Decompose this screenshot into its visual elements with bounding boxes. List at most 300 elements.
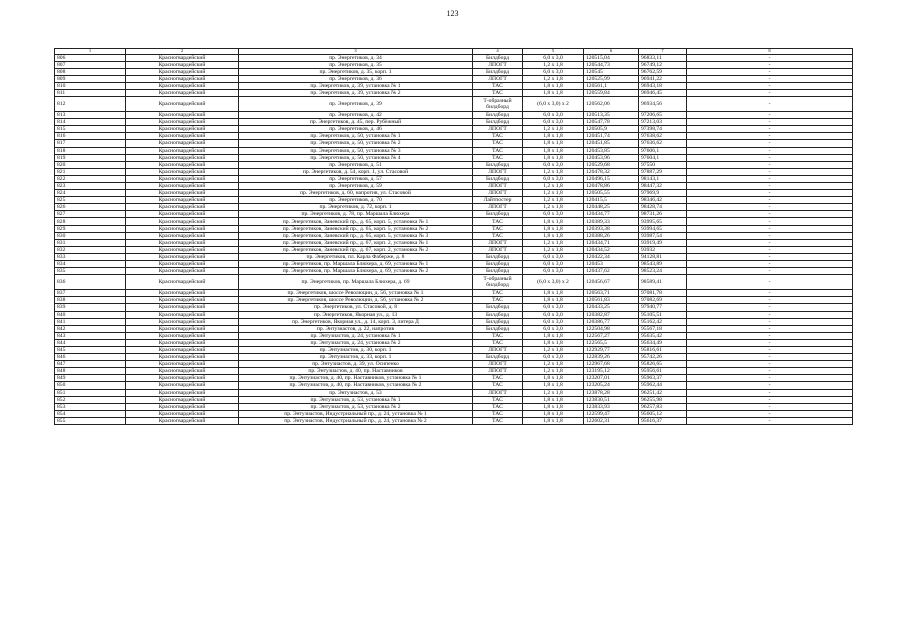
note-cell: - — [687, 154, 853, 161]
size-cell: 6,0 x 3,0 — [523, 268, 584, 275]
coord-x-cell: 120547,78 — [584, 119, 639, 126]
coord-x-cell: 120389,33 — [584, 218, 639, 225]
district-cell: Красногвардейский — [126, 375, 239, 382]
size-cell: 1,2 x 1,8 — [523, 75, 584, 82]
note-cell: - — [687, 275, 853, 290]
coord-y-cell: 97969,9 — [639, 190, 687, 197]
row-number-cell: 821 — [55, 168, 126, 175]
note-cell: - — [687, 239, 853, 246]
size-cell: 6,0 x 3,0 — [523, 253, 584, 260]
address-cell: пр. Энергетиков, д. 50, установка № 1 — [239, 133, 473, 140]
note-cell: - — [687, 297, 853, 304]
address-cell: пр. Энергетиков, д. 50, установка № 2 — [239, 140, 473, 147]
table-row — [55, 140, 853, 147]
size-cell: 1,8 x 1,8 — [523, 410, 584, 417]
structure-type-cell: ТАС — [473, 332, 523, 339]
header-cell: 1 — [55, 49, 126, 55]
row-number-cell: 816 — [55, 133, 126, 140]
district-cell: Красногвардейский — [126, 161, 239, 168]
coord-x-cell: 122839,26 — [584, 354, 639, 361]
district-cell: Красногвардейский — [126, 133, 239, 140]
district-cell: Красногвардейский — [126, 389, 239, 396]
coord-x-cell: 120434,71 — [584, 239, 639, 246]
row-number-cell: 810 — [55, 82, 126, 89]
note-cell: - — [687, 290, 853, 297]
structure-type-cell: Т-образный билдборд — [473, 275, 523, 290]
structure-type-cell: ЛПОГТ — [473, 389, 523, 396]
size-cell: 1,8 x 1,8 — [523, 290, 584, 297]
district-cell: Красногвардейский — [126, 246, 239, 253]
structure-type-cell: Билдборд — [473, 211, 523, 218]
coord-y-cell: 96251,42 — [639, 389, 687, 396]
structure-type-cell: ТАС — [473, 140, 523, 147]
coord-y-cell: 98143,1 — [639, 175, 687, 182]
size-cell: 6,0 x 3,0 — [523, 119, 584, 126]
row-number-cell: 828 — [55, 218, 126, 225]
structure-type-cell: ТАС — [473, 396, 523, 403]
coord-x-cell: 120433,25 — [584, 304, 639, 311]
row-number-cell: 832 — [55, 246, 126, 253]
size-cell: 1,2 x 1,8 — [523, 389, 584, 396]
coord-y-cell: 97638,62 — [639, 133, 687, 140]
structure-type-cell: ЛПОГТ — [473, 75, 523, 82]
row-number-cell: 835 — [55, 268, 126, 275]
note-cell: - — [687, 175, 853, 182]
table-row — [55, 290, 853, 297]
district-cell: Красногвардейский — [126, 368, 239, 375]
row-number-cell: 851 — [55, 389, 126, 396]
note-cell: - — [687, 361, 853, 368]
header-cell: 6 — [584, 49, 639, 55]
size-cell: 1,8 x 1,8 — [523, 339, 584, 346]
coord-x-cell: 123205,24 — [584, 382, 639, 389]
structure-type-cell: ТАС — [473, 382, 523, 389]
row-number-cell: 852 — [55, 396, 126, 403]
district-cell: Красногвардейский — [126, 311, 239, 318]
address-cell: пр. Энергетиков, пр. Маршала Блюхера, д. 69, установка № 1 — [239, 261, 473, 268]
coord-y-cell: 93995,65 — [639, 218, 687, 225]
size-cell: 1,2 x 1,8 — [523, 346, 584, 353]
coord-x-cell: 120456,67 — [584, 275, 639, 290]
coord-y-cell: 97082,69 — [639, 297, 687, 304]
table-row — [55, 168, 853, 175]
structure-type-cell: ТАС — [473, 417, 523, 424]
district-cell: Красногвардейский — [126, 204, 239, 211]
structure-type-cell: Билдборд — [473, 119, 523, 126]
table-row — [55, 318, 853, 325]
coord-y-cell: 96943,18 — [639, 82, 687, 89]
row-number-cell: 849 — [55, 375, 126, 382]
note-cell: - — [687, 197, 853, 204]
address-cell: пр. Энтузиастов, д. 53, установка № 2 — [239, 403, 473, 410]
size-cell: 6,0 x 3,0 — [523, 261, 584, 268]
structure-type-cell: Билдборд — [473, 318, 523, 325]
note-cell: - — [687, 89, 853, 96]
structure-type-cell: ТАС — [473, 232, 523, 239]
table-row — [55, 375, 853, 382]
size-cell: 6,0 x 3,0 — [523, 161, 584, 168]
coord-y-cell: 93994,65 — [639, 225, 687, 232]
note-cell: - — [687, 204, 853, 211]
address-cell: пр. Энтузиастов, д. 40, пр. Наставников — [239, 368, 473, 375]
table-row — [55, 368, 853, 375]
size-cell: 1,8 x 1,8 — [523, 382, 584, 389]
address-cell: пр. Энергетиков, Якорная ул., д. 13 — [239, 311, 473, 318]
header-cell: 4 — [473, 49, 523, 55]
structure-type-cell: Билдборд — [473, 112, 523, 119]
table-row — [55, 396, 853, 403]
coord-y-cell: 96934,56 — [639, 97, 687, 112]
size-cell: 1,2 x 1,8 — [523, 361, 584, 368]
table-row — [55, 197, 853, 204]
table-row — [55, 225, 853, 232]
coord-y-cell: 97940,77 — [639, 304, 687, 311]
structure-type-cell: ТАС — [473, 82, 523, 89]
address-cell: пр. Энергетиков, пр. Маршала Блюхера, д. 69 — [239, 275, 473, 290]
size-cell: 1,8 x 1,8 — [523, 375, 584, 382]
note-cell: - — [687, 211, 853, 218]
note-cell: - — [687, 417, 853, 424]
row-number-cell: 823 — [55, 183, 126, 190]
coord-x-cell: 122929,77 — [584, 346, 639, 353]
address-cell: пр. Энтузиастов, Индустриальный пр., д. 24, установка № 1 — [239, 410, 473, 417]
district-cell: Красногвардейский — [126, 361, 239, 368]
note-cell: - — [687, 183, 853, 190]
district-cell: Красногвардейский — [126, 304, 239, 311]
coord-y-cell: 95962,44 — [639, 382, 687, 389]
size-cell: 1,8 x 1,8 — [523, 147, 584, 154]
row-number-cell: 837 — [55, 290, 126, 297]
coord-x-cell: 122602,31 — [584, 417, 639, 424]
structure-type-cell: Билдборд — [473, 161, 523, 168]
row-number-cell: 848 — [55, 368, 126, 375]
coord-x-cell: 120451,85 — [584, 140, 639, 147]
row-number-cell: 820 — [55, 161, 126, 168]
row-number-cell: 844 — [55, 339, 126, 346]
note-cell: - — [687, 246, 853, 253]
note-cell: - — [687, 68, 853, 75]
coord-x-cell: 122967,68 — [584, 361, 639, 368]
coord-x-cell: 120422,34 — [584, 253, 639, 260]
coord-y-cell: 98523,24 — [639, 268, 687, 275]
header-cell: 3 — [239, 49, 473, 55]
address-cell: пр. Энтузиастов, д. 40, пр. Наставников, установка № 2 — [239, 382, 473, 389]
address-cell: пр. Энтузиастов, д. 39, ул. Осипенко — [239, 361, 473, 368]
table-row — [55, 311, 853, 318]
coord-y-cell: 96941,22 — [639, 75, 687, 82]
district-cell: Красногвардейский — [126, 97, 239, 112]
structure-type-cell: Билдборд — [473, 68, 523, 75]
table-row — [55, 133, 853, 140]
note-cell: - — [687, 318, 853, 325]
coord-x-cell: 120544,73 — [584, 61, 639, 68]
address-cell: пр. Энергетиков, Заневский пр., д. 67, корп. 2, установка № 1 — [239, 239, 473, 246]
district-cell: Красногвардейский — [126, 126, 239, 133]
note-cell: - — [687, 304, 853, 311]
table-row — [55, 297, 853, 304]
address-cell: пр. Энергетиков, д. 39, установка № 1 — [239, 82, 473, 89]
district-cell: Красногвардейский — [126, 297, 239, 304]
coord-x-cell: 120515,04 — [584, 54, 639, 61]
district-cell: Красногвардейский — [126, 168, 239, 175]
note-cell: - — [687, 218, 853, 225]
coord-x-cell: 123830,51 — [584, 396, 639, 403]
district-cell: Красногвардейский — [126, 232, 239, 239]
district-cell: Красногвардейский — [126, 275, 239, 290]
size-cell: 1,2 x 1,8 — [523, 168, 584, 175]
coord-x-cell: 120505,55 — [584, 190, 639, 197]
row-number-cell: 831 — [55, 239, 126, 246]
size-cell: 1,2 x 1,8 — [523, 61, 584, 68]
structure-type-cell: Лайтпостер — [473, 197, 523, 204]
note-cell: - — [687, 268, 853, 275]
structure-type-cell: ТАС — [473, 339, 523, 346]
structure-type-cell: ТАС — [473, 290, 523, 297]
coord-x-cell: 120561,1 — [584, 82, 639, 89]
coord-x-cell: 120453 — [584, 261, 639, 268]
structure-type-cell: ТАС — [473, 225, 523, 232]
coord-x-cell: 120496,15 — [584, 175, 639, 182]
structure-type-cell: Билдборд — [473, 311, 523, 318]
address-cell: пр. Энтузиастов, д. 40, пр. Наставников, установка № 1 — [239, 375, 473, 382]
address-cell: пр. Энтузиастов, д. 30, корп. 1 — [239, 346, 473, 353]
coord-y-cell: 96946,45 — [639, 89, 687, 96]
row-number-cell: 834 — [55, 261, 126, 268]
size-cell: 6,0 x 3,0 — [523, 54, 584, 61]
address-cell: пр. Энергетиков, д. 39, установка № 2 — [239, 89, 473, 96]
row-number-cell: 840 — [55, 311, 126, 318]
coord-x-cell: 120513,35 — [584, 112, 639, 119]
coord-x-cell: 120529,68 — [584, 161, 639, 168]
address-cell: пр. Энтузиастов, Индустриальный пр., д. 24, установка № 2 — [239, 417, 473, 424]
coord-x-cell: 120525,99 — [584, 75, 639, 82]
district-cell: Красногвардейский — [126, 382, 239, 389]
note-cell: - — [687, 375, 853, 382]
size-cell: 1,8 x 1,8 — [523, 232, 584, 239]
structure-type-cell: Т-образный билдборд — [473, 97, 523, 112]
row-number-cell: 813 — [55, 112, 126, 119]
note-cell: - — [687, 389, 853, 396]
table-row — [55, 417, 853, 424]
address-cell: пр. Энергетиков, д. 60, напротив, ул. Стасовой — [239, 190, 473, 197]
size-cell: 1,2 x 1,8 — [523, 368, 584, 375]
size-cell: 6,0 x 3,0 — [523, 311, 584, 318]
table-row — [55, 239, 853, 246]
coord-x-cell: 120563,71 — [584, 290, 639, 297]
coord-y-cell: 98731,26 — [639, 211, 687, 218]
table-row — [55, 382, 853, 389]
district-cell: Красногвардейский — [126, 225, 239, 232]
address-cell: пр. Энергетиков, пр. Маршала Блюхера, д. 69, установка № 2 — [239, 268, 473, 275]
row-number-cell: 817 — [55, 140, 126, 147]
coord-x-cell: 120448,25 — [584, 204, 639, 211]
structure-type-cell: Билдборд — [473, 354, 523, 361]
header-cell: 5 — [523, 49, 584, 55]
district-cell: Красногвардейский — [126, 290, 239, 297]
address-cell: пр. Энергетиков, шоссе Революции, д. 56, установка № 2 — [239, 297, 473, 304]
row-number-cell: 855 — [55, 417, 126, 424]
table-row — [55, 112, 853, 119]
table-row — [55, 304, 853, 311]
district-cell: Красногвардейский — [126, 410, 239, 417]
coord-y-cell: 93919,49 — [639, 239, 687, 246]
district-cell: Красногвардейский — [126, 183, 239, 190]
size-cell: 1,8 x 1,8 — [523, 82, 584, 89]
address-cell: пр. Энергетиков, д. 42 — [239, 112, 473, 119]
address-cell: пр. Энергетиков, Заневский пр., д. 65, корп. 5, установка № 2 — [239, 225, 473, 232]
row-number-cell: 808 — [55, 68, 126, 75]
table-row — [55, 82, 853, 89]
structure-type-cell: Билдборд — [473, 54, 523, 61]
coord-y-cell: 95826,65 — [639, 361, 687, 368]
structure-type-cell: ТАС — [473, 133, 523, 140]
district-cell: Красногвардейский — [126, 268, 239, 275]
note-cell: - — [687, 410, 853, 417]
size-cell: 6,0 x 3,0 — [523, 318, 584, 325]
coord-y-cell: 95816,61 — [639, 346, 687, 353]
table-row — [55, 190, 853, 197]
coord-y-cell: 96762,59 — [639, 68, 687, 75]
row-number-cell: 812 — [55, 97, 126, 112]
table-row — [55, 410, 853, 417]
note-cell: - — [687, 339, 853, 346]
coord-x-cell: 120388,26 — [584, 232, 639, 239]
table-row — [55, 119, 853, 126]
coord-y-cell: 96749,12 — [639, 61, 687, 68]
coord-y-cell: 95963,37 — [639, 375, 687, 382]
row-number-cell: 811 — [55, 89, 126, 96]
note-cell: - — [687, 253, 853, 260]
structure-type-cell: Билдборд — [473, 268, 523, 275]
address-cell: пр. Энергетиков, Заневский пр., д. 65, корп. 5, установка № 1 — [239, 218, 473, 225]
size-cell: 6,0 x 3,0 — [523, 304, 584, 311]
district-cell: Красногвардейский — [126, 354, 239, 361]
header-cell: 2 — [126, 49, 239, 55]
district-cell: Красногвардейский — [126, 239, 239, 246]
address-cell: пр. Энергетиков, д. 34 — [239, 54, 473, 61]
row-number-cell: 822 — [55, 175, 126, 182]
structure-type-cell: ЛПОГТ — [473, 190, 523, 197]
note-cell: - — [687, 190, 853, 197]
address-cell: пр. Энтузиастов, д. 33, корп. 1 — [239, 354, 473, 361]
row-number-cell: 842 — [55, 325, 126, 332]
size-cell: 1,2 x 1,8 — [523, 183, 584, 190]
district-cell: Красногвардейский — [126, 261, 239, 268]
address-cell: пр. Энергетиков, д. 46 — [239, 126, 473, 133]
row-number-cell: 826 — [55, 204, 126, 211]
address-cell: пр. Энтузиастов, д. 53, установка № 1 — [239, 396, 473, 403]
structure-type-cell: Билдборд — [473, 253, 523, 260]
address-cell: пр. Энергетиков, д. 72, корп. 1 — [239, 204, 473, 211]
header-cell: 8 — [687, 49, 853, 55]
district-cell: Красногвардейский — [126, 154, 239, 161]
coord-x-cell: 120451,74 — [584, 133, 639, 140]
table-row — [55, 403, 853, 410]
address-cell: пр. Энергетиков, д. 78, пр. Маршала Блюхера — [239, 211, 473, 218]
coord-y-cell: 95956,61 — [639, 368, 687, 375]
coord-x-cell: 120382,87 — [584, 311, 639, 318]
size-cell: 1,2 x 1,8 — [523, 204, 584, 211]
note-cell: - — [687, 396, 853, 403]
table-row — [55, 325, 853, 332]
size-cell: 1,8 x 1,8 — [523, 89, 584, 96]
size-cell: 6,0 x 3,0 — [523, 68, 584, 75]
coord-x-cell: 120415,5 — [584, 197, 639, 204]
district-cell: Красногвардейский — [126, 112, 239, 119]
table-row — [55, 61, 853, 68]
structure-type-cell: ТАС — [473, 297, 523, 304]
row-number-cell: 814 — [55, 119, 126, 126]
row-number-cell: 833 — [55, 253, 126, 260]
row-number-cell: 836 — [55, 275, 126, 290]
size-cell: 1,8 x 1,8 — [523, 225, 584, 232]
row-number-cell: 838 — [55, 297, 126, 304]
note-cell: - — [687, 382, 853, 389]
row-number-cell: 841 — [55, 318, 126, 325]
address-cell: пр. Энергетиков, д. 50, установка № 4 — [239, 154, 473, 161]
coord-y-cell: 93987,54 — [639, 232, 687, 239]
structure-type-cell: ТАС — [473, 89, 523, 96]
table-row — [55, 211, 853, 218]
structure-type-cell: ЛПОГТ — [473, 183, 523, 190]
structure-type-cell: Билдборд — [473, 304, 523, 311]
coord-y-cell: 98428,74 — [639, 204, 687, 211]
coord-x-cell: 120545 — [584, 68, 639, 75]
note-cell: - — [687, 119, 853, 126]
structure-type-cell: ЛПОГТ — [473, 246, 523, 253]
coord-x-cell: 120453,85 — [584, 147, 639, 154]
coord-y-cell: 96255,98 — [639, 396, 687, 403]
coord-y-cell: 96257,83 — [639, 403, 687, 410]
row-number-cell: 829 — [55, 225, 126, 232]
coord-y-cell: 97213,03 — [639, 119, 687, 126]
coord-y-cell: 97398,74 — [639, 126, 687, 133]
coord-x-cell: 120478,32 — [584, 168, 639, 175]
row-number-cell: 827 — [55, 211, 126, 218]
address-cell: пр. Энергетиков, д. 57 — [239, 175, 473, 182]
address-cell: пр. Энтузиастов, д. 53 — [239, 389, 473, 396]
coord-y-cell: 95616,37 — [639, 417, 687, 424]
address-cell: пр. Энтузиастов, д. 24, установка № 2 — [239, 339, 473, 346]
note-cell: - — [687, 133, 853, 140]
coord-x-cell: 122599,47 — [584, 410, 639, 417]
district-cell: Красногвардейский — [126, 147, 239, 154]
address-cell: пр. Энергетиков, Якорная ул., д. 14, корп. 3, литера Д — [239, 318, 473, 325]
table-row — [55, 361, 853, 368]
row-number-cell: 845 — [55, 346, 126, 353]
table-row — [55, 54, 853, 61]
note-cell: - — [687, 368, 853, 375]
structure-type-cell: ТАС — [473, 147, 523, 154]
coord-y-cell: 96833,11 — [639, 54, 687, 61]
note-cell: - — [687, 75, 853, 82]
structure-type-cell: ЛПОГТ — [473, 346, 523, 353]
district-cell: Красногвардейский — [126, 89, 239, 96]
table-row — [55, 97, 853, 112]
note-cell: - — [687, 161, 853, 168]
district-cell: Красногвардейский — [126, 417, 239, 424]
size-cell: 1,8 x 1,8 — [523, 154, 584, 161]
row-number-cell: 815 — [55, 126, 126, 133]
district-cell: Красногвардейский — [126, 175, 239, 182]
district-cell: Красногвардейский — [126, 403, 239, 410]
coord-x-cell: 123878,28 — [584, 389, 639, 396]
address-cell: пр. Энергетиков, Заневский пр., д. 65, корп. 5, установка № 3 — [239, 232, 473, 239]
table-row — [55, 204, 853, 211]
coord-x-cell: 120437,62 — [584, 268, 639, 275]
coord-y-cell: 95162,42 — [639, 318, 687, 325]
table-row — [55, 89, 853, 96]
